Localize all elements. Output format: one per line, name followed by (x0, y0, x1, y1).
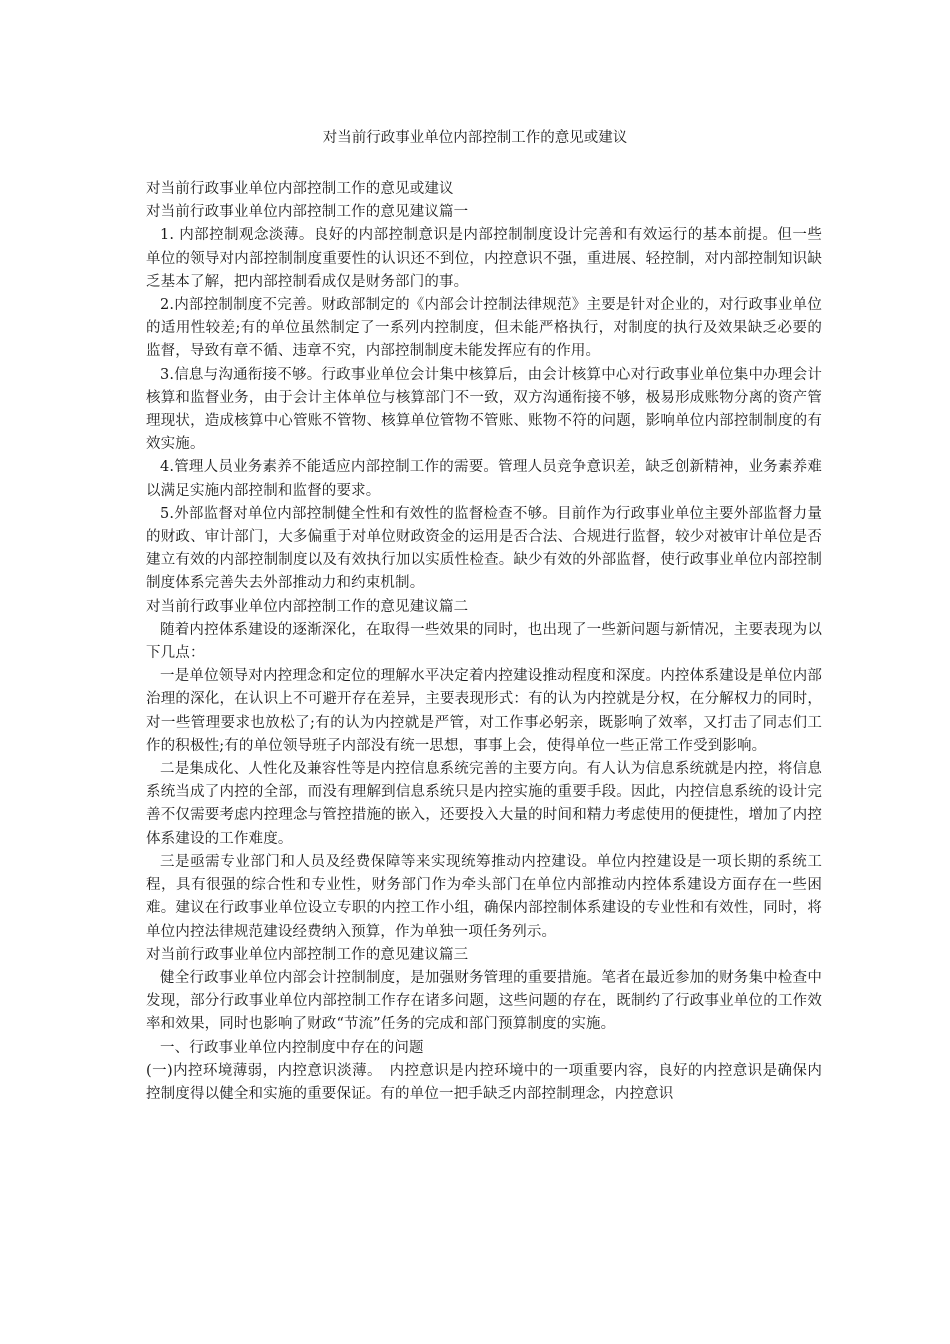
paragraph: 2.内部控制制度不完善。财政部制定的《内部会计控制法律规范》主要是针对企业的，对行政事业单位的适用性较差;有的单位虽然制定了一系列内控制度，但未能严格执行，对制度的执行及效果缺乏必要的监督，导致有章不循、违章不究，内部控制制度未能发挥应有的作用。 (146, 297, 822, 360)
paragraph: 三是亟需专业部门和人员及经费保障等来实现统筹推动内控建设。单位内控建设是一项长期的系统工程，具有很强的综合性和专业性，财务部门作为牵头部门在单位内部推动内控体系建设方面存在一些困难。建议在行政事业单位设立专职的内控工作小组，确保内部控制体系建设的专业性和有效性，同时，将单位内控法律规范建设经费纳入预算，作为单独一项任务列示。 (146, 853, 822, 940)
paragraph: 1. 内部控制观念淡薄。良好的内部控制意识是内部控制制度设计完善和有效运行的基本前提。但一些单位的领导对内部控制制度重要性的认识还不到位，内控意识不强，重进展、轻控制，对内部控制知识缺乏基本了解，把内部控制看成仅是财务部门的事。 (146, 227, 822, 290)
paragraph: (一)内控环境薄弱，内控意识淡薄。 内控意识是内控环境中的一项重要内容，良好的内控意识是确保内控制度得以健全和实施的重要保证。有的单位一把手缺乏内部控制理念，内控意识 (146, 1062, 822, 1102)
paragraph: 3.信息与沟通衔接不够。行政事业单位会计集中核算后，由会计核算中心对行政事业单位集中办理会计核算和监督业务，由于会计主体单位与核算部门不一致，双方沟通衔接不够，极易形成账物分离的资产管理现状，造成核算中心管账不管物、核算单位管物不管账、账物不符的问题，影响单位内部控制制度的有效实施。 (146, 366, 822, 453)
section-heading-2: 对当前行政事业单位内部控制工作的意见建议篇二 (146, 598, 469, 615)
document-title: 对当前行政事业单位内部控制工作的意见或建议 (322, 130, 628, 146)
subsection-heading: 一、行政事业单位内控制度中存在的问题 (160, 1039, 424, 1056)
document-body (146, 178, 822, 1106)
paragraph: 随着内控体系建设的逐渐深化，在取得一些效果的同时，也出现了一些新问题与新情况，主要表现为以下几点： (146, 621, 822, 662)
section-heading-3: 对当前行政事业单位内部控制工作的意见建议篇三 (146, 946, 469, 963)
paragraph: 健全行政事业单位内部会计控制制度，是加强财务管理的重要措施。笔者在最近参加的财务集中检查中发现，部分行政事业单位内部控制工作存在诸多问题，这些问题的存在，既制约了行政事业单位的工作效率和效果，同时也影响了财政“节流”任务的完成和部门预算制度的实施。 (146, 969, 822, 1033)
subtitle-line: 对当前行政事业单位内部控制工作的意见或建议 (146, 181, 454, 197)
paragraph: 一是单位领导对内控理念和定位的理解水平决定着内控建设推动程度和深度。内控体系建设是单位内部治理的深化，在认识上不可避开存在差异，主要表现形式：有的认为内控就是分权，在分解权力的同时，对一些管理要求也放松了;有的认为内控就是严管，对工作事必躬亲，既影响了效率，又打击了同志们工作的积极性;有的单位领导班子内部没有统一思想，事事上会，使得单位一些正常工作受到影响。 (146, 668, 822, 754)
paragraph: 4.管理人员业务素养不能适应内部控制工作的需要。管理人员竞争意识差，缺乏创新精神，业务素养难以满足实施内部控制和监督的要求。 (146, 459, 822, 499)
paragraph: 二是集成化、人性化及兼容性等是内控信息系统完善的主要方向。有人认为信息系统就是内控，将信息系统当成了内控的全部，而没有理解到信息系统只是内控实施的重要手段。因此，内控信息系统的设计完善不仅需要考虑内控理念与管控措施的嵌入，还要投入大量的时间和精力考虑使用的便捷性，增加了内控体系建设的工作难度。 (146, 761, 822, 847)
section-heading-1: 对当前行政事业单位内部控制工作的意见建议篇一 (146, 204, 469, 221)
paragraph: 5.外部监督对单位内部控制健全性和有效性的监督检查不够。目前作为行政事业单位主要外部监督力量的财政、审计部门，大多偏重于对单位财政资金的运用是否合法、合规进行监督，较少对被审计单位是否建立有效的内部控制制度以及有效执行加以实质性检查。缺少有效的外部监督，使行政事业单位内部控制制度体系完善失去外部推动力和约束机制。 (146, 505, 822, 592)
